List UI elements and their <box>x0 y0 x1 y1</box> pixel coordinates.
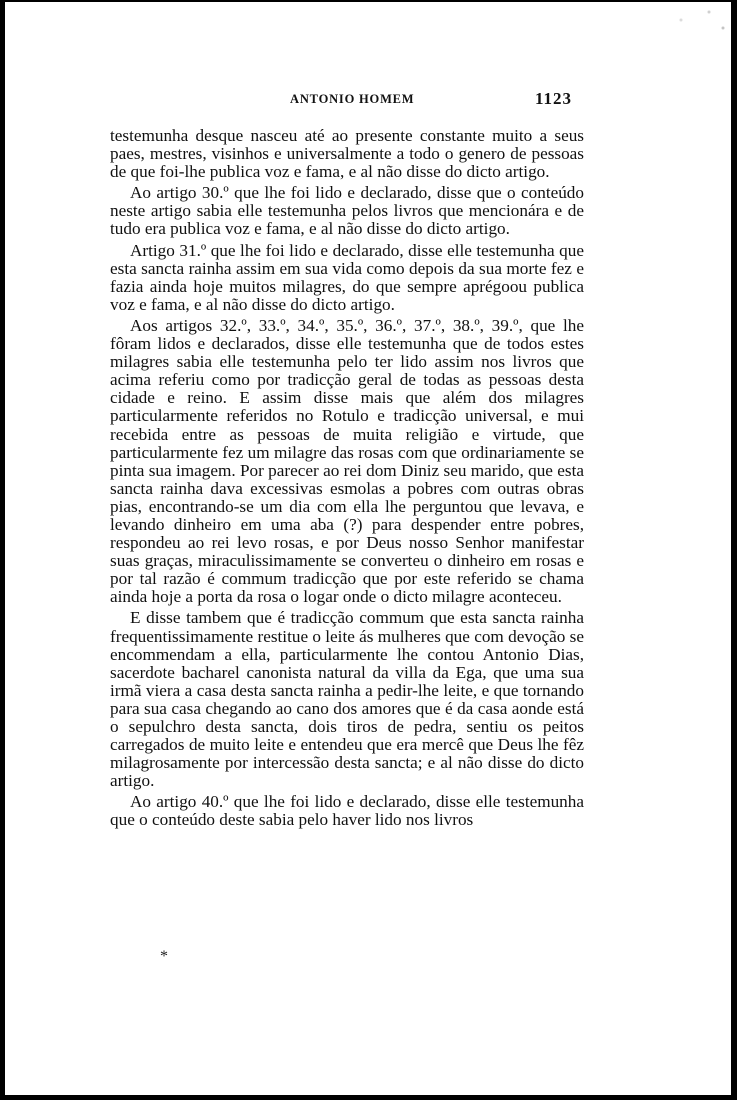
paragraph: Ao artigo 40.º que lhe foi lido e declarado, disse elle testemunha que o conteúdo deste sabia pelo haver lido nos livros <box>110 792 584 830</box>
paragraph: Ao artigo 30.º que lhe foi lido e declarado, disse que o conteúdo neste artigo sabia elle testemunha pelos livros que mencionára e de tudo era publica voz e fama, e al não disse do dicto artigo. <box>110 183 584 239</box>
running-title: ANTONIO HOMEM <box>290 92 415 106</box>
running-header <box>110 89 572 112</box>
page-number: 1123 <box>534 89 572 108</box>
page-body <box>110 127 584 833</box>
scan-speckle <box>597 0 737 40</box>
paragraph: testemunha desque nasceu até ao presente constante muito a seus paes, mestres, visinhos e universalmente a todo o genero de pessoas de que foi-lhe publica voz e fama, e al não disse do dicto artigo. <box>110 126 584 182</box>
footer-asterisk: * <box>160 948 168 965</box>
paragraph: E disse tambem que é tradicção commum que esta sancta rainha frequentissimamente restitue o leite ás mulheres que com devoção se encommendam a ella, particularmente lhe contou Antonio Dias, sacerdote bacharel canonista natural da villa da Ega, que uma sua irmã viera a casa desta sancta rainha a pedir-lhe leite, e que tornando para sua casa chegando ao cano dos amores que é da casa aonde está o sepulchro desta sancta, dois tiros de pedra, sentiu os peitos carregados de muito leite e entendeu que era mercê que Deus lhe fêz milagrosamente por intercessão desta sancta; e al não disse do dicto artigo. <box>110 608 584 791</box>
paragraph: Aos artigos 32.º, 33.º, 34.º, 35.º, 36.º, 37.º, 38.º, 39.º, que lhe fôram lidos e declarados, disse elle testemunha que de todos estes milagres sabia elle testemunha pelo ter lido assim nos livros que acima referiu como por tradicção geral de todas as pessoas desta cidade e reino. E assim disse mais que além dos milagres particularmente referidos no Rotulo e tradicção universal, e mui recebida entre as pessoas de muita religião e virtude, que particularmente fez um milagre das rosas com que ordinariamente se pinta sua imagem. Por parecer ao rei dom Diniz seu marido, que esta sancta rainha dava excessivas esmolas a pobres com outras obras pias, encontrando-se um dia com ella lhe perguntou que levava, e levando dinheiro em uma aba (?) para despender entre pobres, respondeu ao rei levo rosas, e por Deus nosso Senhor manifestar suas graças, miraculissimamente se converteu o dinheiro em rosas e por tal razão é commum tradicção que por este referido se chama ainda hoje a porta da rosa o logar onde o dicto milagre aconteceu. <box>110 315 584 607</box>
paragraph: Artigo 31.º que lhe foi lido e declarado, disse elle testemunha que esta sancta rainha assim em sua vida como depois da sua morte fez e fazia ainda hoje muitos milagres, do que sempre aprégoou publica voz e fama, e al não disse do dicto artigo. <box>110 240 584 314</box>
